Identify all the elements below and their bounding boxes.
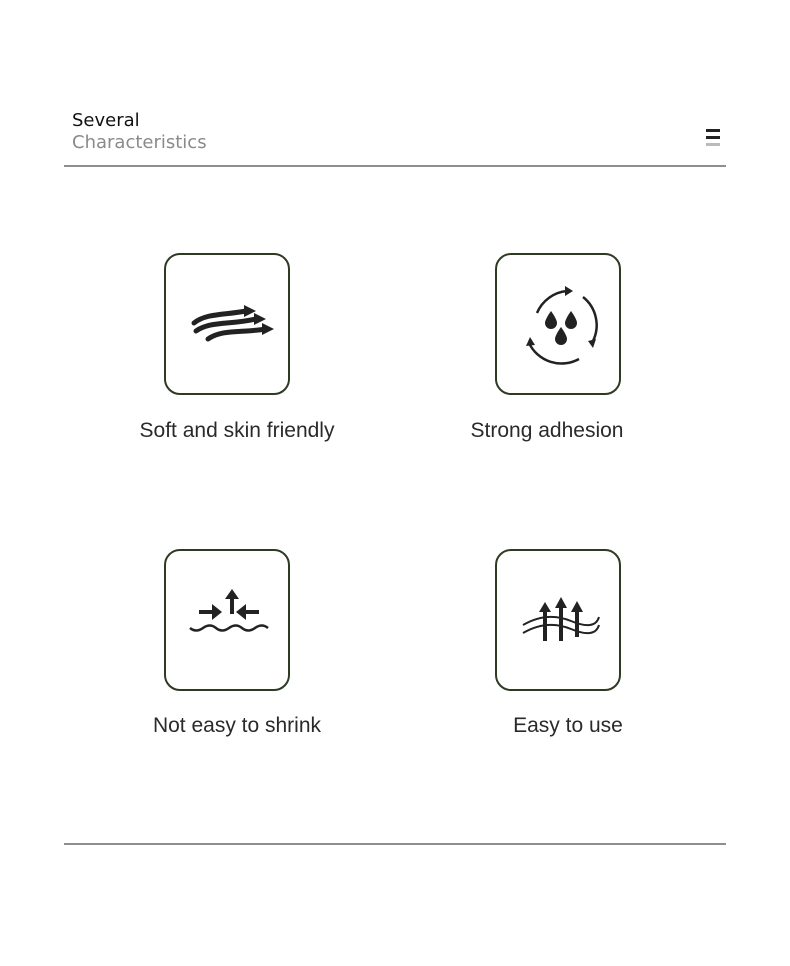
flowing-waves-icon: [166, 255, 292, 397]
section-subtitle: Characteristics: [72, 132, 207, 153]
bottom-divider: [64, 843, 726, 845]
feature-card-adhesion: [495, 253, 621, 395]
section-title: Several: [72, 110, 140, 131]
top-divider: [64, 165, 726, 167]
hamburger-menu-icon[interactable]: [705, 128, 721, 148]
feature-card-shrink: [164, 549, 290, 691]
section-header: [72, 110, 207, 154]
feature-label-easy: Easy to use: [513, 714, 623, 737]
feature-card-easy: [495, 549, 621, 691]
feature-label-soft: Soft and skin friendly: [139, 419, 335, 442]
water-drops-cycle-icon: [497, 255, 623, 397]
breathable-arrows-icon: [497, 551, 623, 693]
feature-card-soft: [164, 253, 290, 395]
shrink-resist-icon: [166, 551, 292, 693]
feature-label-adhesion: Strong adhesion: [470, 419, 624, 442]
feature-label-shrink: Not easy to shrink: [152, 714, 322, 737]
